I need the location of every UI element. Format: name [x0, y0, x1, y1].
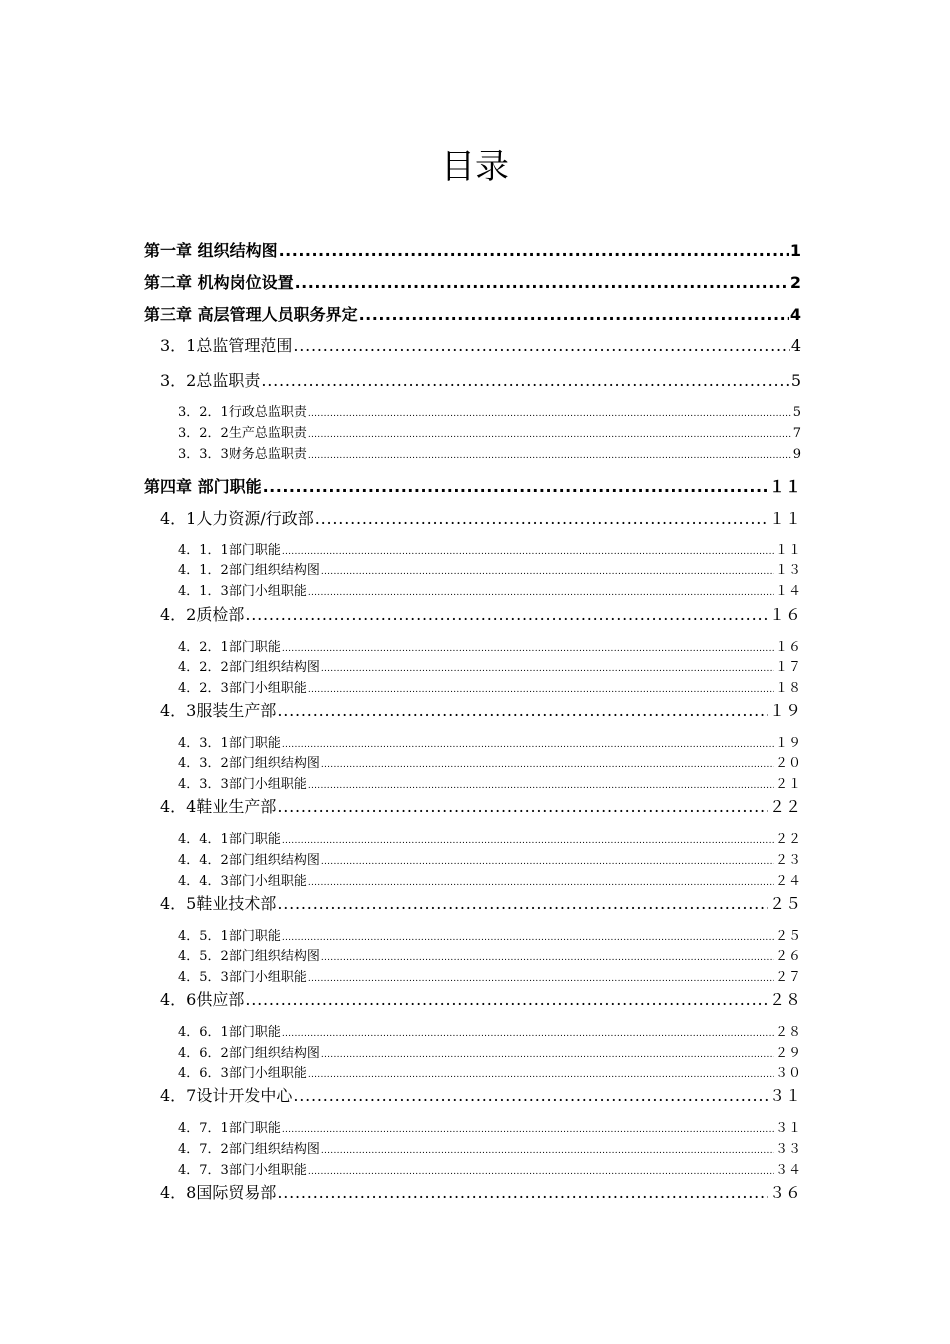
- toc-entry-level-3[interactable]: [178, 752, 801, 771]
- toc-entry-label: 4．1．3部门小组职能: [178, 584, 307, 599]
- toc-entry-level-2[interactable]: [160, 506, 801, 529]
- toc-dot-leader: [321, 664, 774, 674]
- toc-entry-level-3[interactable]: [178, 559, 801, 578]
- toc-entry-label: 4．4．1部门职能: [178, 832, 281, 847]
- toc-page-number: 1: [789, 241, 801, 260]
- toc-dot-leader: [315, 509, 768, 528]
- toc-entry-level-3[interactable]: [178, 870, 801, 889]
- toc-dot-leader: [282, 740, 774, 750]
- toc-entry-label: 4．6供应部: [160, 990, 245, 1009]
- toc-entry-level-3[interactable]: [178, 580, 801, 599]
- toc-entry-label: 4．1人力资源/行政部: [160, 509, 314, 528]
- toc-entry-level-3[interactable]: [178, 443, 801, 462]
- toc-dot-leader: [282, 1125, 774, 1135]
- toc-entry-level-3[interactable]: [178, 925, 801, 944]
- toc-entry-level-3[interactable]: [178, 401, 801, 420]
- toc-dot-leader: [282, 1029, 774, 1039]
- toc-dot-leader: [295, 273, 789, 292]
- toc-entry-label: 4．2．3部门小组职能: [178, 681, 307, 696]
- toc-page-number: 2: [789, 273, 801, 292]
- toc-page-number: ２９: [774, 1046, 801, 1061]
- toc-entry-level-3[interactable]: [178, 1138, 801, 1157]
- toc-dot-leader: [277, 797, 768, 816]
- toc-entry-label: 4．7设计开发中心: [160, 1086, 293, 1105]
- toc-dot-leader: [245, 990, 768, 1009]
- toc-page-number: ２２: [768, 797, 801, 816]
- toc-entry-level-3[interactable]: [178, 828, 801, 847]
- toc-page-number: 9: [792, 447, 801, 462]
- toc-entry-label: 4．2．1部门职能: [178, 640, 281, 655]
- toc-dot-leader: [282, 933, 774, 943]
- toc-page-number: １１: [768, 477, 801, 496]
- page-title: 目录: [441, 147, 509, 187]
- toc-entry-level-2[interactable]: [160, 333, 801, 356]
- toc-page-number: １８: [774, 681, 801, 696]
- toc-entry-label: 4．4鞋业生产部: [160, 797, 277, 816]
- toc-entry-label: 3．2总监职责: [160, 371, 261, 390]
- toc-dot-leader: [321, 857, 774, 867]
- toc-entry-level-3[interactable]: [178, 1021, 801, 1040]
- toc-entry-level-1[interactable]: [144, 270, 801, 293]
- toc-entry-label: 4．3服装生产部: [160, 701, 277, 720]
- toc-dot-leader: [308, 878, 774, 888]
- toc-dot-leader: [321, 567, 774, 577]
- toc-dot-leader: [308, 781, 774, 791]
- toc-entry-label: 4．6．3部门小组职能: [178, 1066, 307, 1081]
- toc-dot-leader: [293, 1086, 768, 1105]
- toc-dot-leader: [277, 1183, 768, 1202]
- toc-entry-level-3[interactable]: [178, 966, 801, 985]
- toc-dot-leader: [308, 685, 774, 695]
- toc-page-number: ３１: [774, 1121, 801, 1136]
- toc-entry-level-1[interactable]: [144, 302, 801, 325]
- toc-page-number: 7: [792, 426, 801, 441]
- toc-entry-label: 4．3．3部门小组职能: [178, 777, 307, 792]
- toc-dot-leader: [282, 836, 774, 846]
- toc-entry-label: 第二章 机构岗位设置: [144, 273, 294, 292]
- toc-entry-label: 4．2．2部门组织结构图: [178, 660, 320, 675]
- toc-dot-leader: [321, 760, 774, 770]
- toc-entry-level-3[interactable]: [178, 773, 801, 792]
- toc-page-number: ２１: [774, 777, 801, 792]
- toc-entry-level-2[interactable]: [160, 698, 801, 721]
- toc-page-number: ２５: [768, 894, 801, 913]
- toc-page-number: ３０: [774, 1066, 801, 1081]
- toc-entry-level-3[interactable]: [178, 656, 801, 675]
- toc-entry-label: 4．5．1部门职能: [178, 929, 281, 944]
- toc-entry-label: 4．4．2部门组织结构图: [178, 853, 320, 868]
- toc-entry-label: 4．4．3部门小组职能: [178, 874, 307, 889]
- toc-entry-label: 4．3．1部门职能: [178, 736, 281, 751]
- toc-entry-level-2[interactable]: [160, 987, 801, 1010]
- toc-page-number: １４: [774, 584, 801, 599]
- toc-page-number: １７: [774, 660, 801, 675]
- toc-entry-level-3[interactable]: [178, 1159, 801, 1178]
- toc-entry-level-1[interactable]: [144, 474, 801, 497]
- toc-entry-level-3[interactable]: [178, 1117, 801, 1136]
- toc-dot-leader: [321, 1050, 774, 1060]
- toc-entry-label: 第四章 部门职能: [144, 477, 262, 496]
- toc-dot-leader: [359, 305, 789, 324]
- toc-dot-leader: [282, 644, 774, 654]
- toc-page-number: １９: [774, 736, 801, 751]
- toc-entry-level-2[interactable]: [160, 891, 801, 914]
- toc-page-number: 4: [789, 305, 801, 324]
- toc-page-number: ２６: [774, 949, 801, 964]
- toc-dot-leader: [293, 336, 789, 355]
- toc-dot-leader: [279, 241, 789, 260]
- toc-entry-level-2[interactable]: [160, 368, 801, 391]
- toc-page-number: ２５: [774, 929, 801, 944]
- toc-page-number: ２２: [774, 832, 801, 847]
- toc-entry-level-1[interactable]: [144, 238, 801, 261]
- toc-entry-level-3[interactable]: [178, 732, 801, 751]
- toc-dot-leader: [308, 451, 792, 461]
- toc-entry-label: 4．8国际贸易部: [160, 1183, 277, 1202]
- toc-entry-level-3[interactable]: [178, 945, 801, 964]
- toc-entry-level-3[interactable]: [178, 539, 801, 558]
- toc-entry-label: 3．2．1行政总监职责: [178, 405, 307, 420]
- toc-dot-leader: [261, 371, 789, 390]
- toc-entry-level-3[interactable]: [178, 1042, 801, 1061]
- toc-page-number: ３６: [768, 1183, 801, 1202]
- toc-dot-leader: [282, 547, 774, 557]
- toc-page-number: ２８: [768, 990, 801, 1009]
- toc-entry-label: 第一章 组织结构图: [144, 241, 278, 260]
- toc-entry-label: 4．7．3部门小组职能: [178, 1163, 307, 1178]
- toc-entry-label: 4．6．1部门职能: [178, 1025, 281, 1040]
- toc-dot-leader: [245, 605, 768, 624]
- toc-dot-leader: [308, 974, 774, 984]
- toc-page-number: ３１: [768, 1086, 801, 1105]
- toc-page-number: ２３: [774, 853, 801, 868]
- toc-entry-label: 4．1．1部门职能: [178, 543, 281, 558]
- toc-entry-label: 4．6．2部门组织结构图: [178, 1046, 320, 1061]
- toc-page-number: １６: [768, 605, 801, 624]
- toc-page-number: ２８: [774, 1025, 801, 1040]
- toc-entry-level-3[interactable]: [178, 422, 801, 441]
- toc-entry-label: 4．7．1部门职能: [178, 1121, 281, 1136]
- toc-entry-level-2[interactable]: [160, 1180, 801, 1203]
- toc-entry-level-2[interactable]: [160, 602, 801, 625]
- toc-entry-label: 3．1总监管理范围: [160, 336, 293, 355]
- toc-entry-label: 3．3．3财务总监职责: [178, 447, 307, 462]
- toc-page-number: ３４: [774, 1163, 801, 1178]
- toc-entry-level-2[interactable]: [160, 1083, 801, 1106]
- toc-entry-label: 4．5．3部门小组职能: [178, 970, 307, 985]
- toc-page-number: 4: [790, 336, 801, 355]
- toc-entry-label: 4．7．2部门组织结构图: [178, 1142, 320, 1157]
- toc-entry-label: 4．1．2部门组织结构图: [178, 563, 320, 578]
- toc-dot-leader: [308, 1167, 774, 1177]
- toc-entry-level-3[interactable]: [178, 677, 801, 696]
- toc-page-number: 5: [792, 405, 801, 420]
- toc-dot-leader: [308, 430, 792, 440]
- toc-page-number: １３: [774, 563, 801, 578]
- toc-page-number: ３３: [774, 1142, 801, 1157]
- toc-page-number: ２０: [774, 756, 801, 771]
- toc-page-number: ２４: [774, 874, 801, 889]
- toc-entry-level-3[interactable]: [178, 1062, 801, 1081]
- toc-entry-label: 4．2质检部: [160, 605, 245, 624]
- toc-dot-leader: [308, 588, 774, 598]
- toc-entry-label: 4．3．2部门组织结构图: [178, 756, 320, 771]
- toc-dot-leader: [277, 894, 768, 913]
- toc-page-number: １６: [774, 640, 801, 655]
- toc-entry-label: 4．5鞋业技术部: [160, 894, 277, 913]
- toc-page-number: １１: [774, 543, 801, 558]
- toc-dot-leader: [308, 409, 792, 419]
- toc-dot-leader: [308, 1070, 774, 1080]
- toc-page-number: １９: [768, 701, 801, 720]
- toc-dot-leader: [321, 1146, 774, 1156]
- toc-dot-leader: [277, 701, 768, 720]
- toc-entry-label: 3．2．2生产总监职责: [178, 426, 307, 441]
- toc-page-number: 5: [790, 371, 801, 390]
- toc-dot-leader: [321, 953, 774, 963]
- toc-entry-level-3[interactable]: [178, 849, 801, 868]
- toc-dot-leader: [263, 477, 768, 496]
- toc-entry-label: 4．5．2部门组织结构图: [178, 949, 320, 964]
- toc-page-number: ２７: [774, 970, 801, 985]
- toc-entry-level-3[interactable]: [178, 636, 801, 655]
- toc-entry-label: 第三章 高层管理人员职务界定: [144, 305, 358, 324]
- toc-entry-level-2[interactable]: [160, 794, 801, 817]
- toc-page-number: １１: [768, 509, 801, 528]
